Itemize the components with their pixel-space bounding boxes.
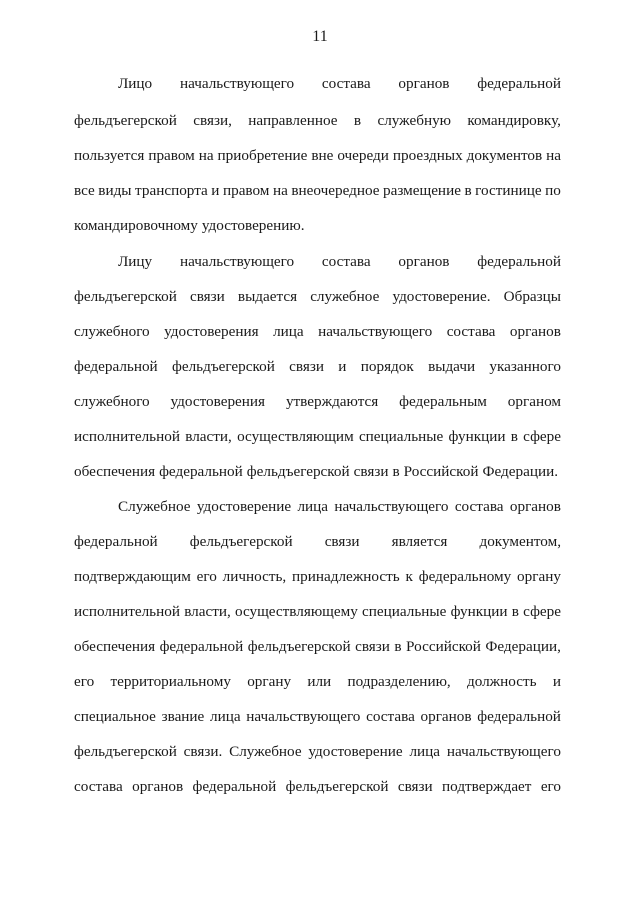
paragraph-3-line-2: федеральной фельдъегерской связи является документом,	[74, 533, 561, 550]
paragraph-3-line-8: фельдъегерской связи. Служебное удостоверение лица начальствующего	[74, 743, 561, 760]
page-number: 11	[312, 28, 328, 45]
paragraph-3-line-7: специальное звание лица начальствующего состава органов федеральной	[74, 708, 561, 725]
paragraph-2-line-2: фельдъегерской связи выдается служебное удостоверение. Образцы	[74, 288, 561, 305]
paragraph-3-line-6: его территориальному органу или подразделению, должность и	[74, 673, 561, 690]
paragraph-3-line-3: подтверждающим его личность, принадлежность к федеральному органу	[74, 568, 561, 585]
paragraph-2-line-4: федеральной фельдъегерской связи и порядок выдачи указанного	[74, 358, 561, 375]
paragraph-2-line-3: служебного удостоверения лица начальствующего состава органов	[74, 323, 561, 340]
paragraph-1-line-4: все виды транспорта и правом на внеочередное размещение в гостинице по	[74, 182, 561, 199]
paragraph-1-line-3: пользуется правом на приобретение вне очереди проездных документов на	[74, 147, 561, 164]
paragraph-1-line-2: фельдъегерской связи, направленное в служебную командировку,	[74, 112, 561, 129]
paragraph-2-line-6: исполнительной власти, осуществляющим специальные функции в сфере	[74, 428, 561, 445]
paragraph-1-line-5: командировочному удостоверению.	[74, 217, 305, 234]
paragraph-2-line-5: служебного удостоверения утверждаются федеральным органом	[74, 393, 561, 410]
paragraph-3-line-9: состава органов федеральной фельдъегерской связи подтверждает его	[74, 778, 561, 795]
paragraph-3-line-4: исполнительной власти, осуществляющему специальные функции в сфере	[74, 603, 561, 620]
paragraph-3-line-5: обеспечения федеральной фельдъегерской связи в Российской Федерации,	[74, 638, 561, 655]
paragraph-1-line-1: Лицо начальствующего состава органов федеральной	[118, 75, 561, 92]
paragraph-2-line-7: обеспечения федеральной фельдъегерской связи в Российской Федерации.	[74, 463, 559, 480]
paragraph-3-line-1: Служебное удостоверение лица начальствующего состава органов	[118, 498, 561, 515]
paragraph-2-line-1: Лицу начальствующего состава органов федеральной	[118, 253, 561, 270]
